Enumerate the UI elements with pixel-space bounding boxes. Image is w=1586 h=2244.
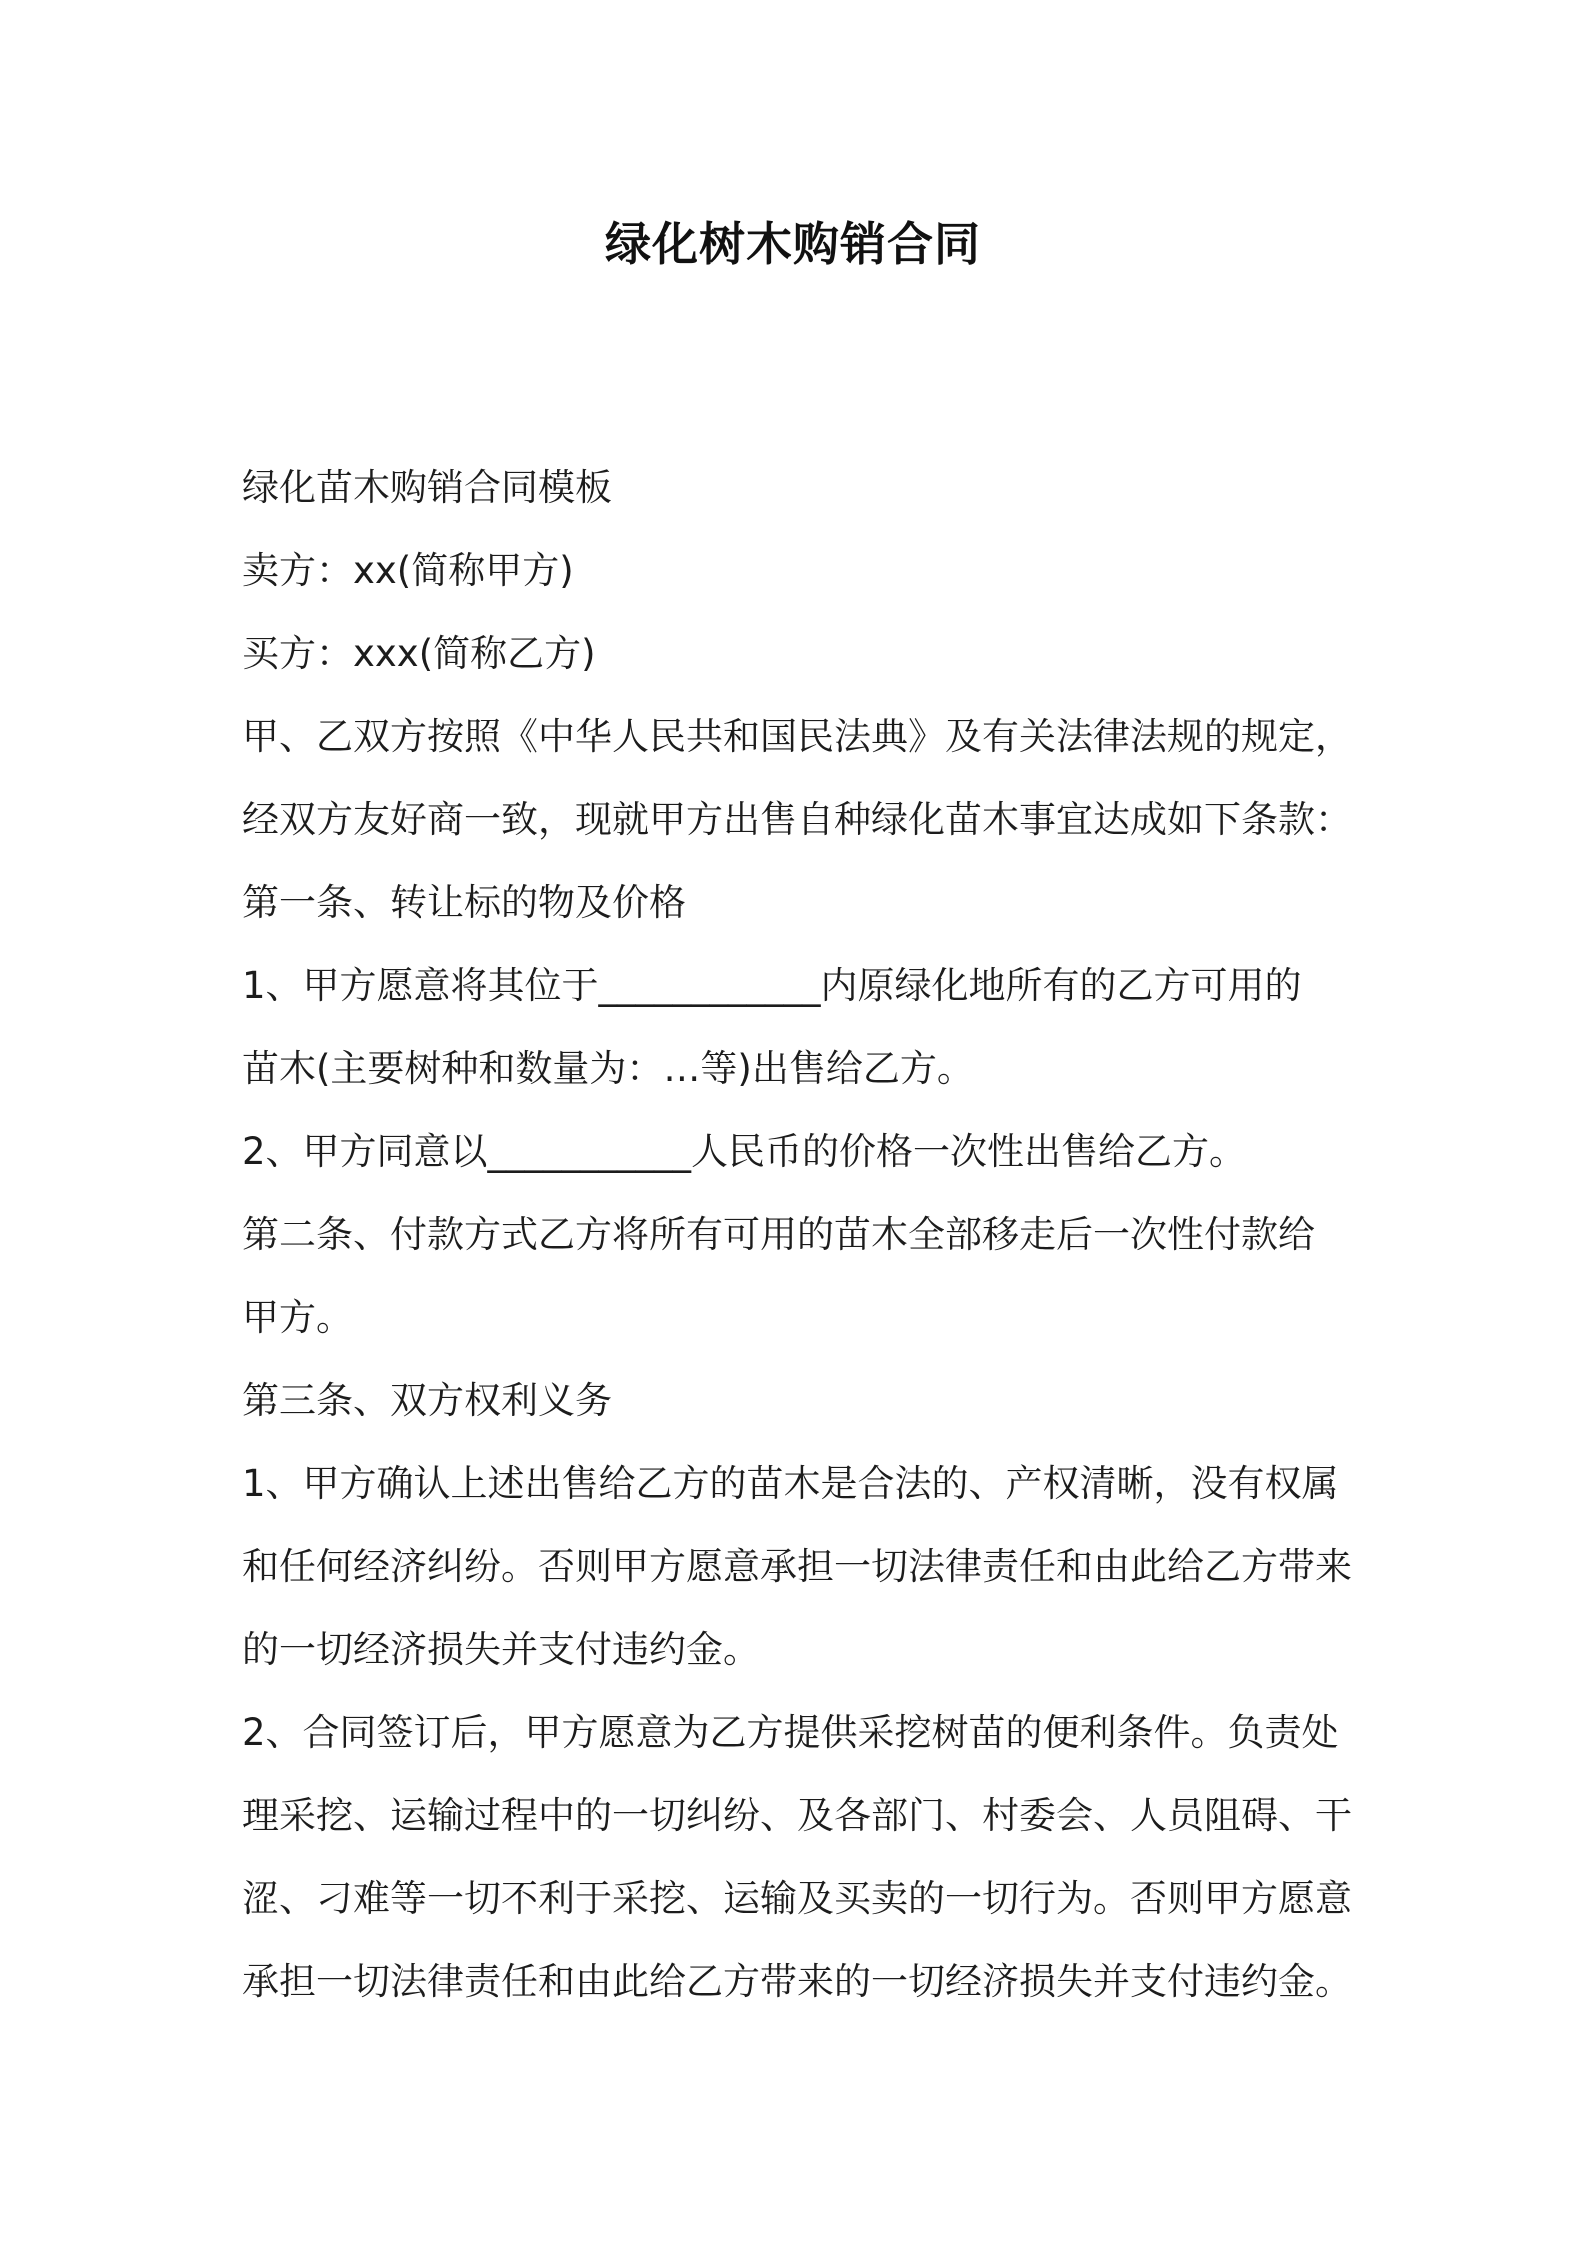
- paragraph-article-3-item-2-line-4: 承担一切法律责任和由此给乙方带来的一切经济损失并支付违约金。: [242, 1960, 1352, 2003]
- paragraph-article-1-item-2: 2、甲方同意以___________人民币的价格一次性出售给乙方。: [242, 1130, 1247, 1173]
- paragraph-template-name: 绿化苗木购销合同模板: [242, 466, 612, 509]
- paragraph-article-1-item-1-line-2: 苗木(主要树种和数量为：…等)出售给乙方。: [242, 1047, 974, 1090]
- paragraph-article-3-item-2-line-3: 涩、刁难等一切不利于采挖、运输及买卖的一切行为。否则甲方愿意: [242, 1877, 1352, 1920]
- paragraph-article-3-item-1-line-3: 的一切经济损失并支付违约金。: [242, 1628, 760, 1671]
- paragraph-preamble-line-1: 甲、乙双方按照《中华人民共和国民法典》及有关法律法规的规定，: [242, 715, 1352, 758]
- paragraph-seller: 卖方：xx(简称甲方): [242, 549, 574, 592]
- paragraph-article-3-item-1-line-1: 1、甲方确认上述出售给乙方的苗木是合法的、产权清晰，没有权属: [242, 1462, 1339, 1505]
- document-title: 绿化树木购销合同: [605, 217, 981, 271]
- paragraph-article-3-item-2-line-1: 2、合同签订后，甲方愿意为乙方提供采挖树苗的便利条件。负责处: [242, 1711, 1339, 1754]
- paragraph-article-2-line-2: 甲方。: [242, 1296, 353, 1339]
- paragraph-article-1-item-1-line-1: 1、甲方愿意将其位于____________内原绿化地所有的乙方可用的: [242, 964, 1302, 1007]
- heading-article-3: 第三条、双方权利义务: [242, 1379, 612, 1422]
- paragraph-preamble-line-2: 经双方友好商一致，现就甲方出售自种绿化苗木事宜达成如下条款：: [242, 798, 1352, 841]
- paragraph-buyer: 买方：xxx(简称乙方): [242, 632, 596, 675]
- document-body: [242, 446, 1362, 2023]
- paragraph-article-2-line-1: 第二条、付款方式乙方将所有可用的苗木全部移走后一次性付款给: [242, 1213, 1315, 1256]
- paragraph-article-3-item-2-line-2: 理采挖、运输过程中的一切纠纷、及各部门、村委会、人员阻碍、干: [242, 1794, 1352, 1837]
- heading-article-1: 第一条、转让标的物及价格: [242, 881, 686, 924]
- paragraph-article-3-item-1-line-2: 和任何经济纠纷。否则甲方愿意承担一切法律责任和由此给乙方带来: [242, 1545, 1352, 1588]
